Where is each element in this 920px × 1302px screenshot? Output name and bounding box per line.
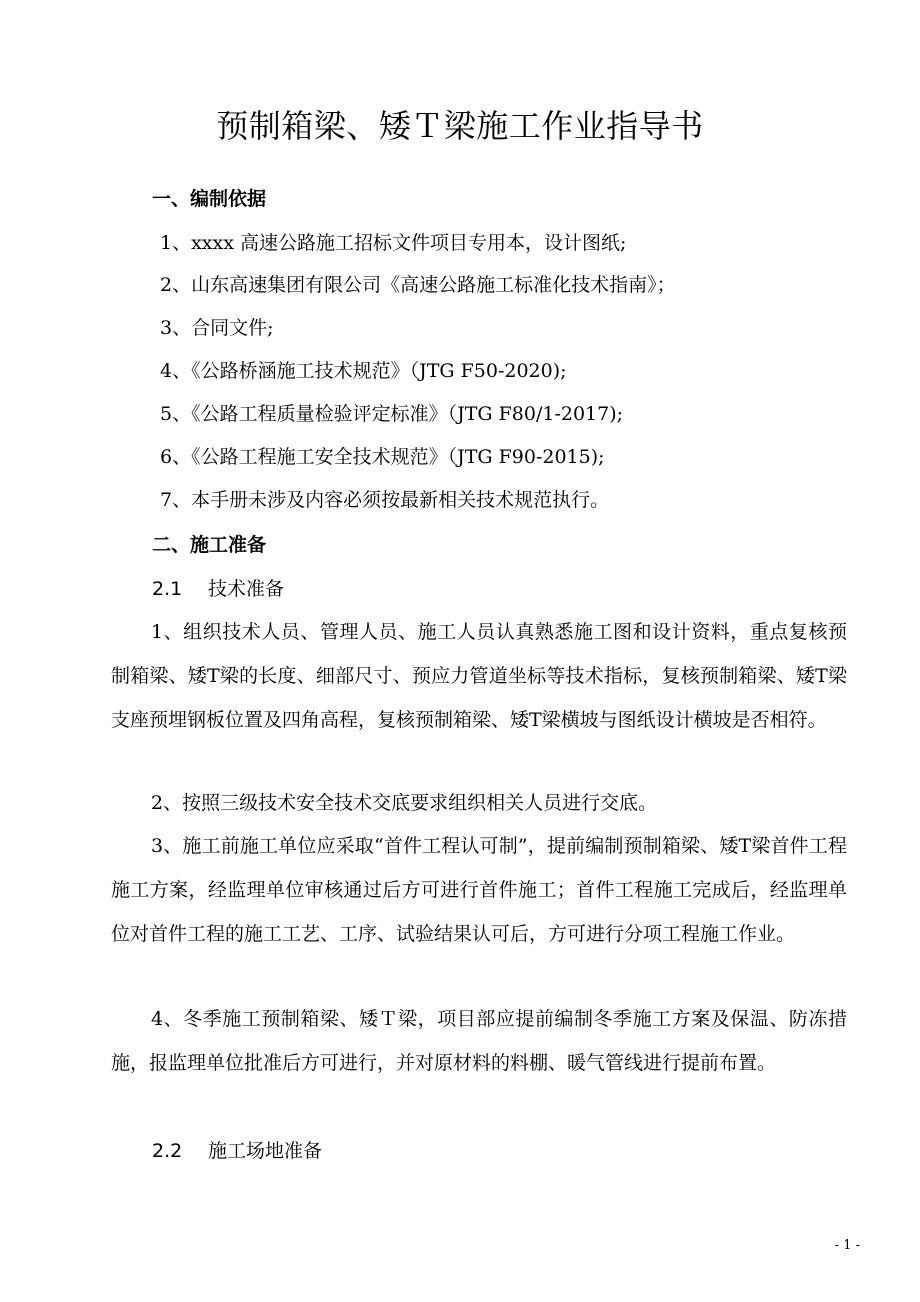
paragraph-1: 1、组织技术人员、管理人员、施工人员认真熟悉施工图和设计资料，重点复核预制箱梁、矮T梁的长度、细部尺寸、预应力管道坐标等技术指标，复核预制箱梁、矮T梁支座预埋钢板位置及四角高程，复核预制箱梁、矮T梁横坡与图纸设计横坡是否相符。 [111,621,847,731]
section-heading-preparation: 二、施工准备 [152,534,267,556]
basis-item-6: 6、《公路工程施工安全技术规范》（JTG F90-2015); [160,446,605,468]
subsection-number: 2.2 [152,1140,183,1162]
subsection-technical-preparation [152,574,284,604]
basis-item-7: 7、本手册未涉及内容必须按最新相关技术规范执行。 [160,489,610,511]
paragraph-3: 3、施工前施工单位应采取“首件工程认可制”，提前编制预制箱梁、矮T梁首件工程施工方案，经监理单位审核通过后方可进行首件施工；首件工程施工完成后，经监理单位对首件工程的施工工艺、工序、试验结果认可后，方可进行分项工程施工作业。 [111,835,847,945]
document-title: 预制箱梁、矮Ｔ梁施工作业指导书 [216,107,704,145]
basis-item-2: 2、山东高速集团有限公司《高速公路施工标准化技术指南》； [160,274,676,296]
basis-item-5: 5、《公路工程质量检验评定标准》（JTG F80/1-2017); [160,403,624,425]
section-heading-basis: 一、编制依据 [152,188,267,210]
paragraph-4: 4、冬季施工预制箱梁、矮Ｔ梁，项目部应提前编制冬季施工方案及保温、防冻措施，报监理单位批准后方可进行，并对原材料的料棚、暖气管线进行提前布置。 [111,1008,847,1074]
subsection-number: 2.1 [152,578,183,600]
basis-item-1: 1、xxxx 高速公路施工招标文件项目专用本，设计图纸; [160,232,627,254]
basis-item-4: 4、《公路桥涵施工技术规范》（JTG F50-2020); [160,360,567,382]
subsection-site-preparation [152,1136,322,1166]
paragraph-2: 2、按照三级技术安全技术交底要求组织相关人员进行交底。 [151,792,658,814]
page-number: - 1 - [834,1238,860,1253]
basis-item-3: 3、合同文件; [160,317,274,339]
subsection-title: 施工场地准备 [208,1140,323,1162]
subsection-title: 技术准备 [208,578,285,600]
